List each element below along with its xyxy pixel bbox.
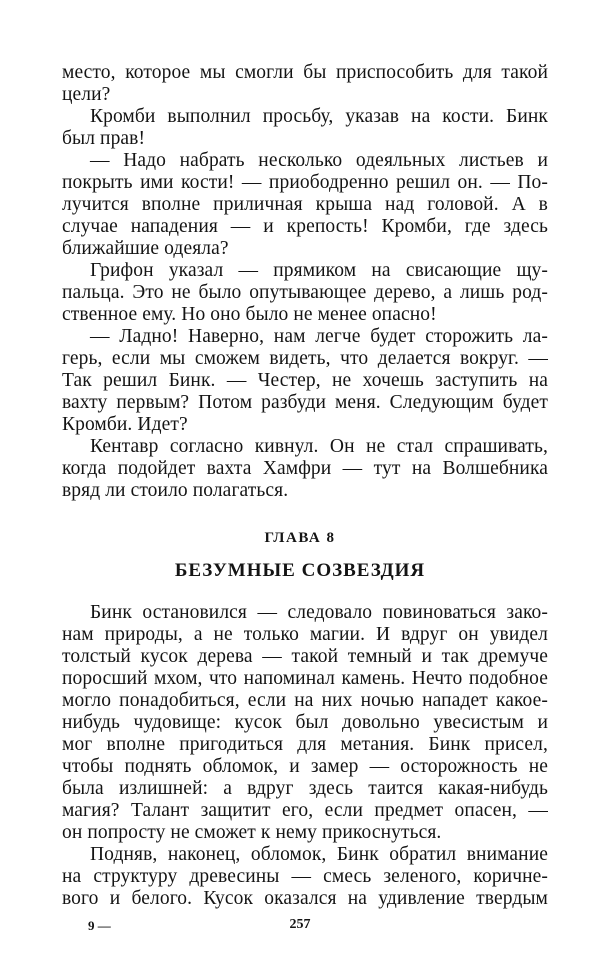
text-line: вахту первым? Потом разбуди меня. Следующим будет — [62, 392, 548, 413]
text-line: Подняв, наконец, обломок, Бинк обратил внимание — [90, 844, 548, 865]
text-line: цели? — [62, 84, 111, 105]
text-line: Так решил Бинк. — Честер, не хочешь заступить на — [62, 370, 548, 391]
text-line: Кромби. Идет? — [62, 414, 188, 435]
text-line: случае нападения — и крепость! Кромби, где здесь — [62, 216, 548, 237]
text-line: магия? Талант защитит его, если предмет опасен, — — [62, 800, 548, 821]
text-line: ственное ему. Но оно было не менее опасно! — [62, 304, 437, 325]
text-line: вого и белого. Кусок оказался на удивление твердым — [62, 888, 548, 909]
text-line: лучится вполне приличная крыша над головой. А в — [62, 194, 548, 215]
text-line: покрыть ими кости! — приободренно решил он. — По- — [62, 172, 548, 193]
chapter-label: ГЛАВА 8 — [264, 530, 336, 546]
text-line: чтобы поднять обломок, и замер — осторожность не — [62, 756, 548, 777]
signature-mark: 9 — — [88, 918, 111, 933]
text-line: он попросту не сможет к нему прикоснуться. — [62, 822, 442, 843]
text-line: могло понадобиться, если на них ночью нападет какое- — [62, 690, 548, 711]
text-line: пальца. Это не было опутывающее дерево, а лишь род- — [62, 282, 548, 303]
text-line: ближайшие одеяла? — [62, 238, 229, 259]
text-line: место, которое мы смогли бы приспособить для такой — [62, 62, 548, 83]
text-line: мог вполне пригодиться для метания. Бинк присел, — [62, 734, 548, 755]
text-line: на структуру древесины — смесь зеленого, коричне- — [62, 866, 548, 887]
page-number: 257 — [289, 917, 311, 932]
text-line: — Надо набрать несколько одеяльных листьев и — [90, 150, 548, 171]
text-line: Бинк остановился — следовало повиноваться зако- — [90, 602, 548, 623]
text-line: была излишней: а вдруг здесь таится какая-нибудь — [62, 778, 548, 799]
text-line: нам природы, а не только магии. И вдруг он увидел — [62, 624, 548, 645]
text-line: нибудь чудовище: кусок был довольно увесистым и — [62, 712, 548, 733]
text-line: вряд ли стоило полагаться. — [62, 480, 289, 501]
text-line: когда подойдет вахта Хамфри — тут на Волшебника — [62, 458, 548, 479]
text-line: Кромби выполнил просьбу, указав на кости. Бинк — [90, 106, 548, 127]
text-line: Грифон указал — прямиком на свисающие щу- — [90, 260, 548, 281]
text-line: Кентавр согласно кивнул. Он не стал спрашивать, — [90, 436, 548, 457]
text-line: герь, если мы сможем видеть, что делается вокруг. — — [62, 348, 548, 369]
text-line: — Ладно! Наверно, нам легче будет сторожить ла- — [90, 326, 548, 347]
chapter-title: БЕЗУМНЫЕ СОЗВЕЗДИЯ — [174, 560, 426, 581]
text-line: был прав! — [62, 128, 146, 149]
text-line: толстый кусок дерева — такой темный и так дремуче — [62, 646, 548, 667]
text-line: поросший мхом, что напоминал камень. Нечто подобное — [62, 668, 548, 689]
